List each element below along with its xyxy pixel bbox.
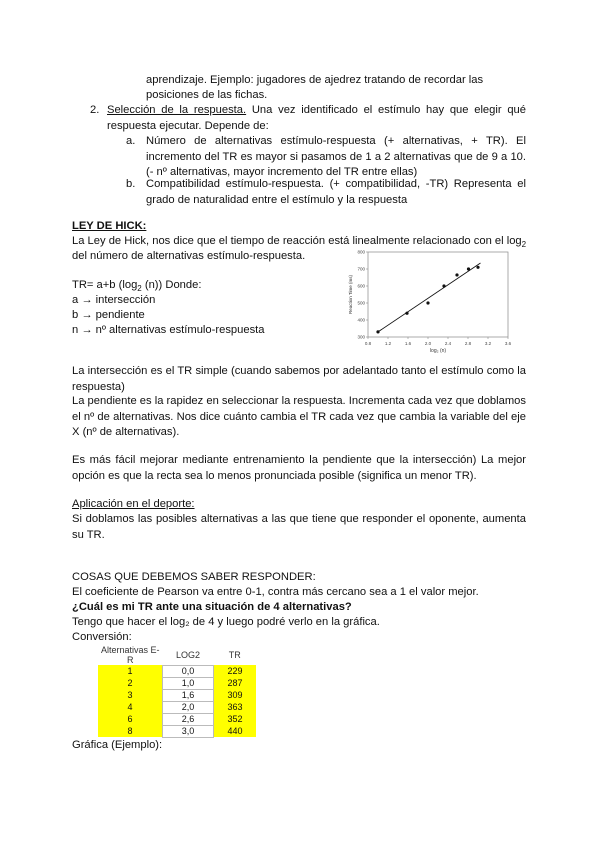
data-point xyxy=(426,301,429,304)
cell-log2: 3,0 xyxy=(163,725,214,737)
sport-heading: Aplicación en el deporte: xyxy=(72,498,195,510)
data-point xyxy=(476,266,479,269)
y-tick-label: 800 xyxy=(357,249,365,255)
header-alternativas: Alternativas E-R xyxy=(100,645,160,665)
fit-line xyxy=(378,263,481,332)
hick-line-1-sub: 2 xyxy=(521,240,527,250)
cell-tr: 309 xyxy=(214,689,257,701)
def-b: b → pendiente xyxy=(72,309,145,321)
table-row xyxy=(98,665,256,677)
hick-para-1: La intersección es el TR simple (cuando sabemos por adelantado tanto el estímulo como la respuesta) xyxy=(72,365,526,393)
item2-paragraph xyxy=(107,103,526,134)
formula-part-b: (n)) Donde: xyxy=(141,279,202,291)
sub-number-a: a. xyxy=(126,135,136,147)
formula-sub: 2 xyxy=(137,284,142,294)
hick-para-2: La pendiente es la rapidez en seleccionar la respuesta. Incrementa cada vez que doblamos el nº de alternativas. Nos dice cuánto cambia el TR cada vez que cambia la variable del eje X (nº de alternativas). xyxy=(72,395,527,438)
x-tick-label: 2.4 xyxy=(444,341,452,346)
cell-log2: 2,6 xyxy=(163,713,214,725)
x-tick-label: 2.8 xyxy=(464,341,472,346)
table-row xyxy=(98,689,256,701)
def-n: n → nº alternativas estímulo-respuesta xyxy=(72,324,265,336)
hick-para-3: Es más fácil mejorar mediante entrenamiento la pendiente que la intersección) La mejor opción es que la recta sea lo menos pronunciada posible (significa un menor TR). xyxy=(72,454,526,482)
def-a: a → intersección xyxy=(72,294,156,306)
x-tick-label: 0.8 xyxy=(364,341,372,346)
x-tick-label: 1.6 xyxy=(404,341,412,346)
cell-log2: 0,0 xyxy=(163,665,214,677)
hick-line-2: del número de alternativas estímulo-respuesta. xyxy=(72,250,306,262)
table-row xyxy=(98,677,256,689)
list-number: 2. xyxy=(90,104,100,116)
y-tick-label: 600 xyxy=(357,283,365,289)
conversion-table xyxy=(98,645,256,738)
x-tick-label: 3.6 xyxy=(504,341,512,346)
item2-title: Selección de la respuesta. xyxy=(107,104,247,116)
cell-alternativas: 3 xyxy=(98,689,163,701)
cell-tr: 363 xyxy=(214,701,257,713)
table-row xyxy=(98,701,256,713)
formula-part-a: TR= a+b (log xyxy=(72,279,138,291)
table-row xyxy=(98,725,256,737)
y-tick-label: 300 xyxy=(357,334,365,340)
table-header-row xyxy=(98,645,256,665)
y-tick-label: 400 xyxy=(357,317,365,323)
x-tick-label: 3.2 xyxy=(484,341,492,346)
item2-text: Una vez identificado el estímulo hay que elegir qué respuesta ejecutar. Depende de: xyxy=(107,104,526,132)
y-tick-label: 700 xyxy=(357,266,365,272)
cell-alternativas: 2 xyxy=(98,677,163,689)
table-row xyxy=(98,713,256,725)
cell-alternativas: 8 xyxy=(98,725,163,737)
cell-log2: 1,6 xyxy=(163,689,214,701)
hick-line-1-text: La Ley de Hick, nos dice que el tiempo de reacción está linealmente relacionado con el log xyxy=(72,235,522,247)
x-tick-label: 2.0 xyxy=(424,341,432,346)
y-tick-label: 500 xyxy=(357,300,365,306)
cell-alternativas: 6 xyxy=(98,713,163,725)
cell-alternativas: 4 xyxy=(98,701,163,713)
data-point xyxy=(442,284,445,287)
conversion-label: Conversión: xyxy=(72,631,132,643)
sub-number-b: b. xyxy=(126,178,136,190)
cell-log2: 2,0 xyxy=(163,701,214,713)
data-point xyxy=(467,267,470,270)
y-axis-label: Reaction Time (ms) xyxy=(348,274,353,315)
header-log2: LOG2 xyxy=(175,649,200,660)
sub-item-b: Compatibilidad estímulo-respuesta. (+ compatibilidad, -TR) Representa el grado de naturalidad entre el estímulo y la respuesta xyxy=(146,178,526,206)
x-tick-label: 1.2 xyxy=(384,341,392,346)
cosas-heading: COSAS QUE DEBEMOS SABER RESPONDER: xyxy=(72,571,316,583)
question-text: ¿Cuál es mi TR ante una situación de 4 alternativas? xyxy=(72,601,352,613)
intro-line-2: posiciones de las fichas. xyxy=(146,89,268,101)
cell-tr: 287 xyxy=(214,677,257,689)
cell-alternativas: 1 xyxy=(98,665,163,677)
data-point xyxy=(455,273,458,276)
answer-text: Tengo que hacer el log₂ de 4 y luego podré verlo en la gráfica. xyxy=(72,616,380,628)
grafica-label: Gráfica (Ejemplo): xyxy=(72,739,163,751)
cell-tr: 229 xyxy=(214,665,257,677)
cell-log2: 1,0 xyxy=(163,677,214,689)
sport-text: Si doblamos las posibles alternativas a las que tiene que responder el oponente, aumenta su TR. xyxy=(72,513,526,541)
pearson-text: El coeficiente de Pearson va entre 0-1, contra más cercano sea a 1 el valor mejor. xyxy=(72,586,479,598)
hick-heading: LEY DE HICK: xyxy=(72,220,147,232)
x-axis-label: log₂ (n) xyxy=(429,348,447,354)
intro-line-1: aprendizaje. Ejemplo: jugadores de ajedrez tratando de recordar las xyxy=(146,74,484,86)
data-point xyxy=(376,330,379,333)
cell-tr: 440 xyxy=(214,725,257,737)
hick-chart xyxy=(348,247,524,355)
data-point xyxy=(405,312,408,315)
header-tr: TR xyxy=(228,650,241,660)
sub-item-a: Número de alternativas estímulo-respuesta (+ alternativas, + TR). El incremento del TR es mayor si pasamos de 1 a 2 alternativas que de 9 a 10. (- nº alternativas, mayor incremento del TR entre ellas) xyxy=(146,135,526,178)
cell-tr: 352 xyxy=(214,713,257,725)
